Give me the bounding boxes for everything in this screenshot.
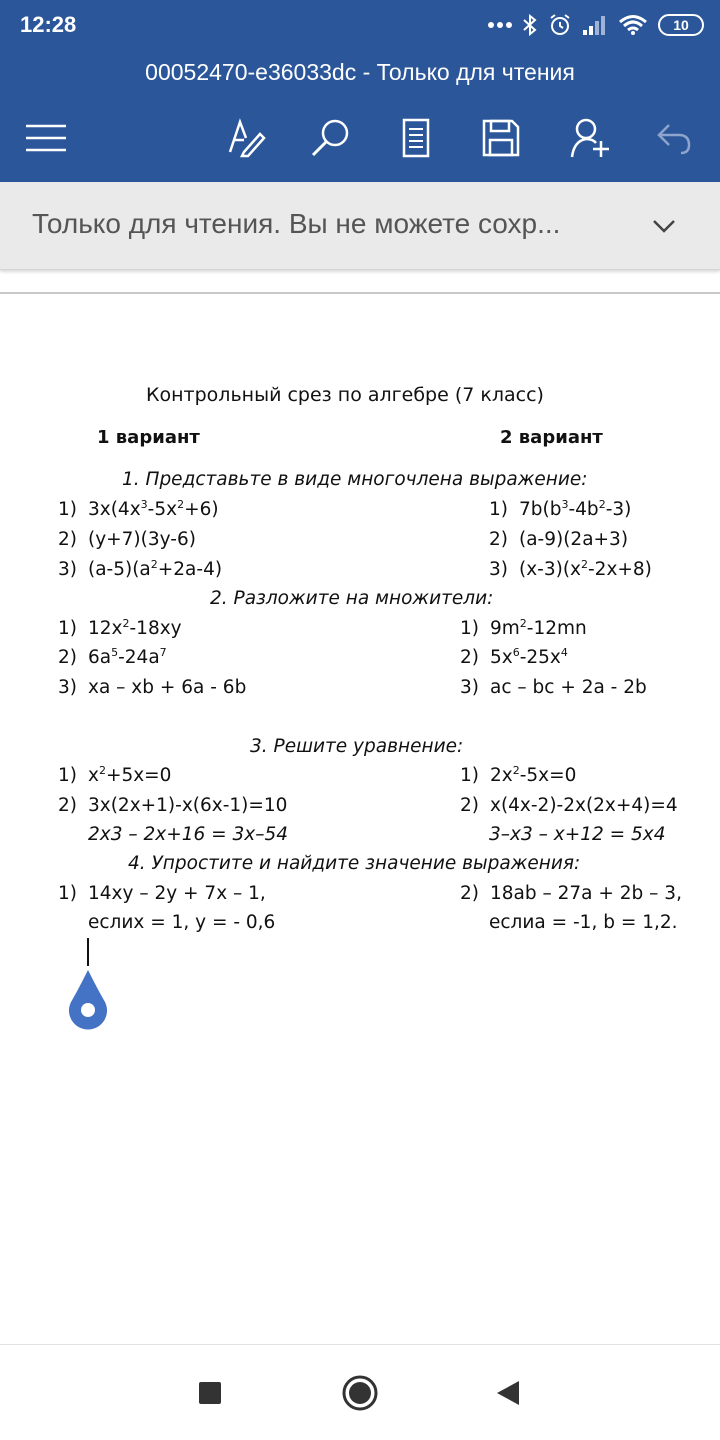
task-4-heading: 4. Упростите и найдите значение выражения: <box>128 853 581 874</box>
t3-v2-item-1: 1) $2x^2-5x=0$ <box>460 763 577 786</box>
recents-icon[interactable] <box>190 1373 230 1413</box>
wifi-icon <box>618 14 648 36</box>
t4-v1-item-1: 1) 14xy – 2y + 7x – 1, <box>58 883 266 904</box>
document-page[interactable] <box>0 294 720 1344</box>
cursor-handle-icon[interactable] <box>68 968 108 1030</box>
t3-v1-extra: 2x3 – 2x+16 = 3x–54 <box>88 824 289 845</box>
menu-icon[interactable] <box>22 114 70 162</box>
status-icons <box>488 10 704 40</box>
t1-v2-item-3: 3) $(x-3)(x^2-2x+8)$ <box>489 557 652 580</box>
t3-v1-item-2: 2) 3x(2x+1)-x(6x-1)=10 <box>58 795 288 816</box>
document-title-bar: 00052470-e36033dc - Только для чтения <box>0 50 720 98</box>
t1-v1-item-1: 1) $3x(4x^3-5x^2+6)$ <box>58 497 219 520</box>
read-only-notice[interactable] <box>0 182 720 270</box>
status-time: 12:28 <box>20 12 77 37</box>
toolbar <box>0 98 720 182</box>
notice-text: Только для чтения. Вы не можете сохр... <box>32 208 561 239</box>
t1-v2-item-1: 1) $7b(b^3-4b^2-3)$ <box>489 497 632 520</box>
t3-v2-extra: 3–x3 – x+12 = 5x4 <box>489 824 666 845</box>
share-icon[interactable] <box>566 114 614 162</box>
task-2-heading: 2. Разложите на множители: <box>210 588 494 609</box>
task-1-heading: 1. Представьте в виде многочлена выражение: <box>122 469 588 490</box>
back-icon[interactable] <box>488 1373 528 1413</box>
t1-v1-item-3: 3) $(a-5)(a^2+2a-4)$ <box>58 557 223 580</box>
task-3-heading: 3. Решите уравнение: <box>250 736 464 757</box>
t2-v1-item-1: 1) $12x^2-18xy$ <box>58 616 182 639</box>
t2-v2-item-3: 3) ac – bc + 2a - 2b <box>460 677 647 698</box>
t2-v2-item-2: 2) $5x^6-25x^4$ <box>460 645 568 668</box>
alarm-icon <box>548 13 572 37</box>
t4-v2-item-2: 2) 18ab – 27a + 2b – 3, <box>460 883 682 904</box>
t2-v1-item-3: 3) xa – xb + 6a - 6b <box>58 677 247 698</box>
reading-view-icon[interactable] <box>392 114 440 162</box>
doc-title: Контрольный срез по алгебре (7 класс) <box>146 384 544 406</box>
battery-icon: 10 <box>658 14 704 36</box>
t3-v1-item-1: 1) $x^2+5x=0$ <box>58 763 172 786</box>
bluetooth-icon <box>522 14 538 36</box>
t2-v2-item-1: 1) $9m^2-12mn$ <box>460 616 587 639</box>
status-bar <box>0 0 720 50</box>
t4-v1-condition: еслих = 1, y = - 0,6 <box>88 912 276 933</box>
save-icon[interactable] <box>477 114 525 162</box>
t2-v1-item-2: 2) $6a^5-24a^7$ <box>58 645 167 668</box>
t1-v1-item-2: 2) (y+7)(3y-6) <box>58 529 196 550</box>
more-dots-icon <box>488 21 512 29</box>
text-cursor <box>87 938 89 966</box>
android-nav-bar <box>0 1344 720 1440</box>
undo-icon[interactable] <box>650 114 698 162</box>
t3-v2-item-2: 2) x(4x-2)-2x(2x+4)=4 <box>460 795 678 816</box>
variant-1-heading: 1 вариант <box>97 427 200 448</box>
signal-icon <box>582 14 608 36</box>
search-icon[interactable] <box>306 114 354 162</box>
t1-v2-item-2: 2) (a-9)(2a+3) <box>489 529 629 550</box>
home-icon[interactable] <box>340 1373 380 1413</box>
t4-v2-condition: еслиа = -1, b = 1,2. <box>489 912 678 933</box>
variant-2-heading: 2 вариант <box>500 427 603 448</box>
chevron-down-icon[interactable] <box>648 210 680 242</box>
edit-icon[interactable] <box>222 114 270 162</box>
